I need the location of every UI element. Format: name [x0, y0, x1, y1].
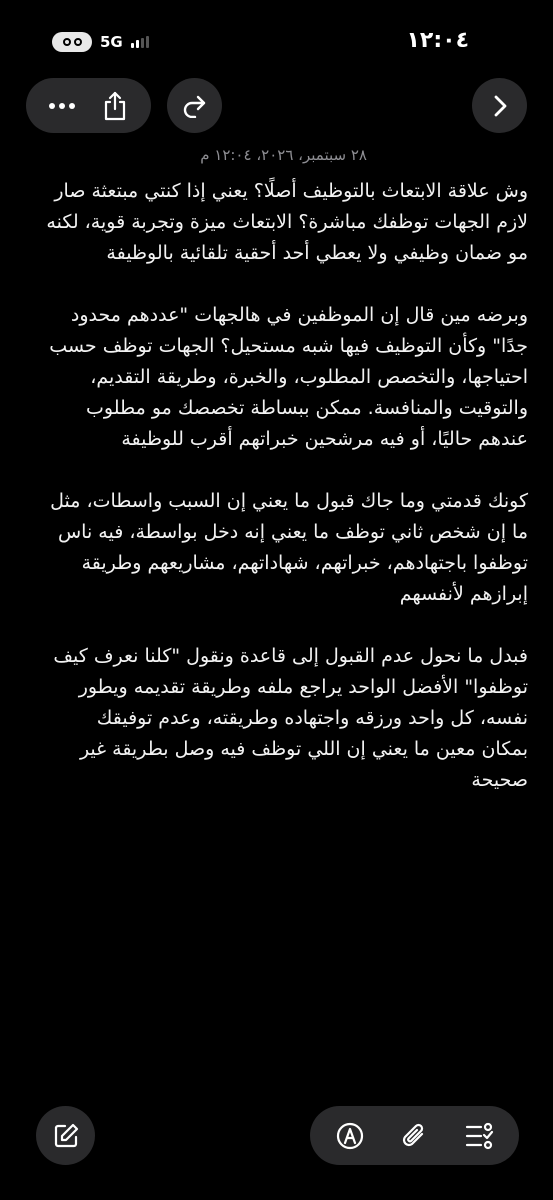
attachment-icon[interactable]: [394, 1116, 434, 1156]
chevron-right-icon: [480, 86, 520, 126]
note-paragraph: فبدل ما نحول عدم القبول إلى قاعدة ونقول "كلنا نعرف كيف توظفوا" الأفضل الواحد يراجع ملفه وطريقة تقديمه ويطور نفسه، كل واحد ورزقه واجتهاده وطريقته، وعدم توفيقك بمكان معين ما يعني إن اللي توظف فيه وصل بطريقة غير صحيحة: [53, 645, 528, 791]
status-time: ١٢:٠٤: [406, 28, 469, 53]
note-paragraph: وبرضه مين قال إن الموظفين في هالجهات "عددهم محدود جدًا" وكأن التوظيف فيها شبه مستحيل؟ الجهات توظف حسب احتياجها، والتخصص المطلوب، والخبرة، وطريقة التقديم، والتوقيت والمنافسة. ممكن ببساطة تخصصك مو مطلوب عندهم حاليًا، أو فيه مرشحين خبراتهم أقرب للوظيفة: [49, 304, 528, 450]
toolbar-group: [26, 78, 151, 133]
markup-icon[interactable]: [330, 1116, 370, 1156]
compose-icon: [46, 1116, 86, 1156]
note-date: ٢٨ سبتمبر، ٢٠٢٦، ١٢:٠٤ م: [200, 146, 367, 164]
share-icon[interactable]: [95, 86, 135, 126]
signal-strength-icon: [131, 36, 149, 48]
note-body[interactable]: [46, 176, 528, 827]
status-indicators: [52, 32, 149, 52]
status-bar: [0, 24, 553, 64]
note-paragraph: كونك قدمتي وما جاك قبول ما يعني إن السبب واسطات، مثل ما إن شخص ثاني توظف ما يعني إنه دخل بواسطة، فيه ناس توظفوا باجتهادهم، خبراتهم، شهاداتهم، مشاريعهم وطريقة إبرازهم لأنفسهم: [50, 490, 528, 605]
compose-button[interactable]: [36, 1106, 95, 1165]
forward-button[interactable]: [472, 78, 527, 133]
checklist-icon[interactable]: [459, 1116, 499, 1156]
voice-memo-indicator-icon: [52, 32, 92, 52]
redo-icon: [175, 86, 215, 126]
redo-button[interactable]: [167, 78, 222, 133]
more-icon[interactable]: [42, 86, 82, 126]
note-paragraph: وش علاقة الابتعاث بالتوظيف أصلًا؟ يعني إذا كنتي مبتعثة صار لازم الجهات توظفك مباشرة؟ الابتعاث ميزة وتجربة قوية، لكنه مو ضمان وظيفي ولا يعطي أحد أحقية تلقائية بالوظيفة: [46, 180, 528, 264]
network-type: 5G: [100, 33, 123, 51]
bottom-toolbar: [310, 1106, 519, 1165]
